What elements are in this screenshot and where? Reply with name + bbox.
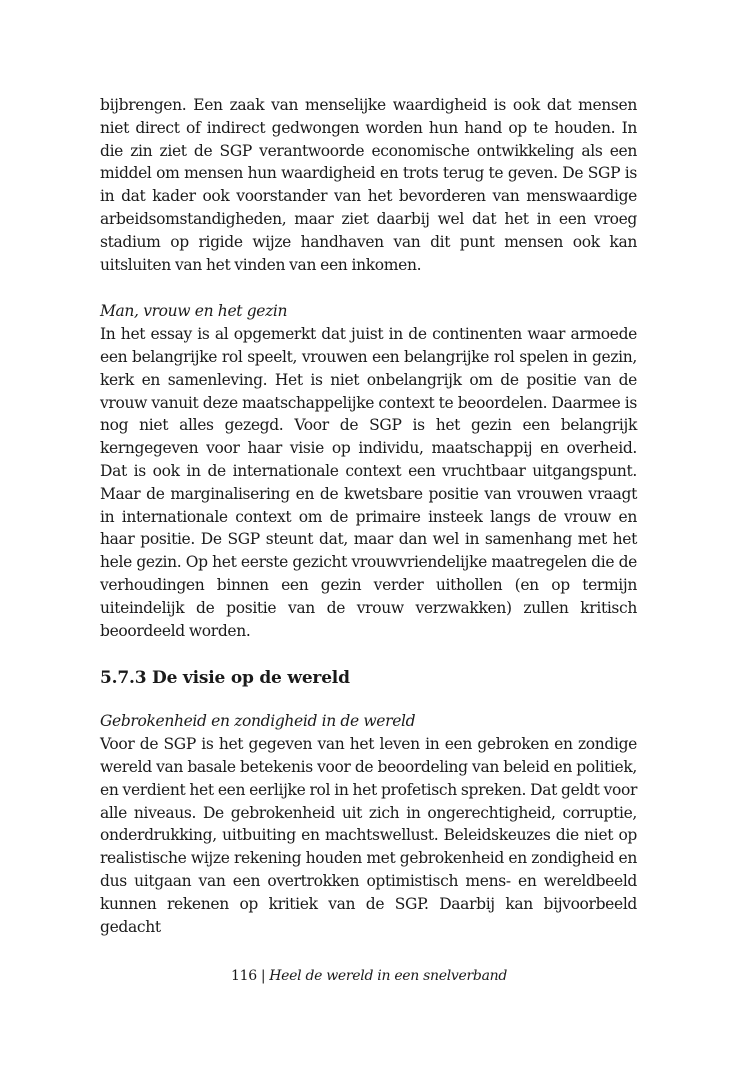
footer-separator: |	[260, 968, 266, 984]
subsection-title-man-vrouw-gezin: Man, vrouw en het gezin	[100, 302, 288, 321]
section-heading: 5.7.3 De visie op de wereld	[100, 668, 350, 689]
page-footer	[0, 966, 738, 986]
page-body	[100, 94, 637, 938]
running-title: Heel de wereld in een snelverband	[269, 968, 507, 984]
page-number: 116	[230, 968, 257, 984]
subsection-text-gebrokenheid: Voor de SGP is het gegeven van het leven in een gebroken en zondige wereld van basale betekenis voor de beoordeling van beleid en politiek, en verdient het een eerlijke rol in het profetisch spreken. Dat geldt voor alle niveaus. De gebrokenheid uit zich in ongerechtigheid, corruptie, onderdrukking, uitbuiting en machtswellust. Beleidskeuzes die niet op realistische wijze rekening houden met gebrokenheid en zondigheid en dus uitgaan van een overtrokken optimistisch mens- en wereldbeeld kunnen rekenen op kritiek van de SGP. Daarbij kan bijvoorbeeld gedacht	[100, 735, 637, 936]
opening-paragraph: bijbrengen. Een zaak van menselijke waardigheid is ook dat mensen niet direct of indirect gedwongen worden hun hand op te houden. In die zin ziet de SGP verantwoorde economische ontwikkeling als een middel om mensen hun waardigheid en trots terug te geven. De SGP is in dat kader ook voorstander van het bevorderen van menswaardige arbeidsomstandigheden, maar ziet daarbij wel dat het in een vroeg stadium op rigide wijze handhaven van dit punt mensen ook kan uitsluiten van het vinden van een inkomen.	[100, 96, 637, 274]
subsection-title-gebrokenheid: Gebrokenheid en zondigheid in de wereld	[100, 712, 416, 731]
subsection-text-man-vrouw-gezin: In het essay is al opgemerkt dat juist in de continenten waar armoede een belangrijke rol speelt, vrouwen een belangrijke rol spelen in gezin, kerk en samenleving. Het is niet onbelangrijk om de positie van de vrouw vanuit deze maatschappelijke context te beoordelen. Daarmee is nog niet alles gezegd. Voor de SGP is het gezin een belangrijk kerngegeven voor haar visie op individu, maatschappij en overheid. Dat is ook in de internationale context een vruchtbaar uitgangspunt. Maar de marginalisering en de kwetsbare positie van vrouwen vraagt in internationale context om de primaire insteek langs de vrouw en haar positie. De SGP steunt dat, maar dan wel in samenhang met het hele gezin. Op het eerste gezicht vrouwvriendelijke maatregelen die de verhoudingen binnen een gezin verder uithollen (en op termijn uiteindelijk de positie van de vrouw verzwakken) zullen kritisch beoordeeld worden.	[100, 325, 637, 640]
